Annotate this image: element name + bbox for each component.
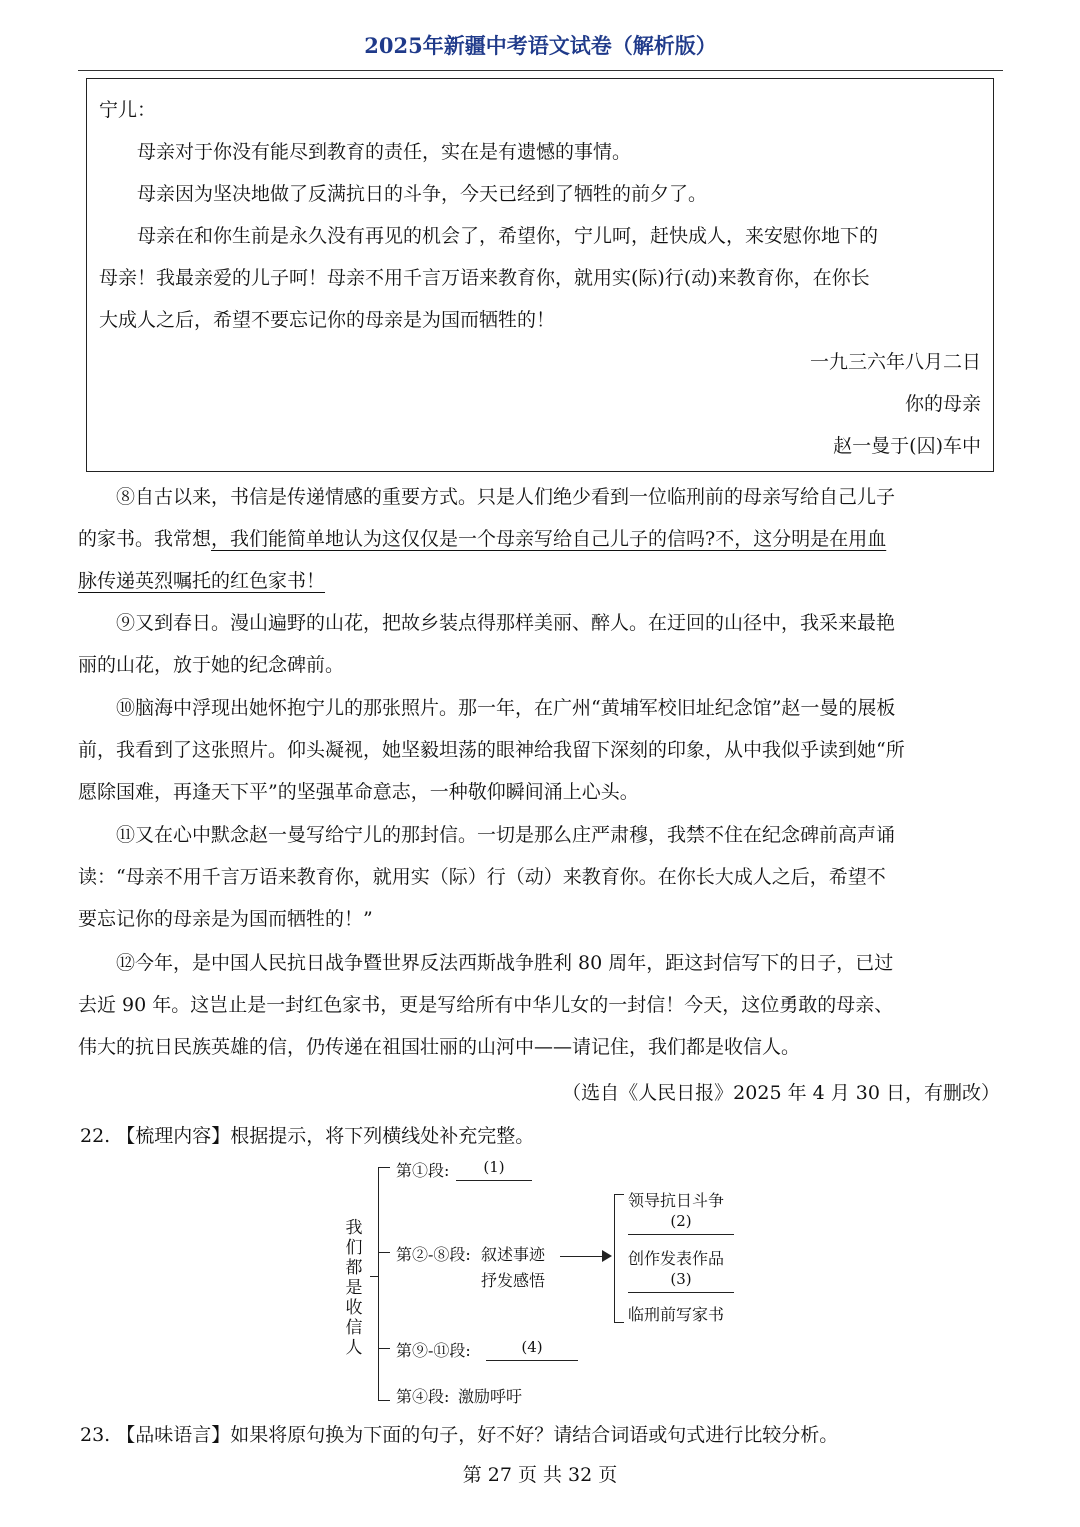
paragraph-12-line-3: 伟大的抗日民族英雄的信，仍传递在祖国壮丽的山河中——请记住，我们都是收信人。 <box>78 1036 801 1058</box>
segment-1-label: 第①段: <box>396 1161 450 1180</box>
diagram-root-char: 信 <box>345 1318 363 1338</box>
underlined-sentence: ，我们能简单地认为这仅仅是一个母亲写给自己儿子的信吗?不，这分明是在用血 <box>211 528 887 550</box>
paragraph-11-line-3: 要忘记你的母亲是为国而牺牲的！” <box>78 908 373 930</box>
arrow-head-icon <box>602 1250 612 1262</box>
diagram-root-char: 人 <box>345 1338 363 1358</box>
header-divider <box>78 70 1003 71</box>
blank-4: (4) <box>486 1338 578 1361</box>
diagram-root-char: 们 <box>345 1238 363 1258</box>
diagram-root-char: 我 <box>345 1218 363 1238</box>
arrow-shaft <box>560 1256 604 1257</box>
right-bracket-line <box>614 1194 615 1322</box>
source-citation: （选自《人民日报》2025 年 4 月 30 日，有删改） <box>562 1082 1000 1104</box>
bracket-stub <box>370 1276 378 1277</box>
paragraph-9 <box>78 602 1003 686</box>
paragraph-11-line-2: 读：“母亲不用千言万语来教育你，就用实（际）行（动）来教育你。在你长大成人之后，希望不 <box>78 866 886 888</box>
letter-place: 赵一曼于(囚)车中 <box>833 435 981 457</box>
paragraph-9-line-2: 丽的山花，放于她的纪念碑前。 <box>78 654 345 676</box>
letter-box <box>86 78 994 472</box>
diagram-root-char: 收 <box>345 1298 363 1318</box>
paragraph-8 <box>78 476 1003 602</box>
letter-salutation: 宁儿： <box>99 99 157 121</box>
underlined-sentence-end: 脉传递英烈嘱托的红色家书！ <box>78 570 326 592</box>
letter-paragraph-3-line-1: 母亲在和你生前是永久没有再见的机会了，希望你，宁儿呵，赶快成人，来安慰你地下的 <box>137 225 879 247</box>
letter-signature: 你的母亲 <box>904 393 981 415</box>
left-bracket-line <box>378 1167 379 1400</box>
diagram-root-char: 都 <box>345 1258 363 1278</box>
letter-paragraph-2: 母亲因为坚决地做了反满抗日的斗争，今天已经到了牺牲的前夕了。 <box>137 183 708 205</box>
paragraph-10-line-2: 前，我看到了这张照片。仰头凝视，她坚毅坦荡的眼神给我留下深刻的印象，从中我似乎读到她“所 <box>78 739 905 761</box>
blank-1: (1) <box>456 1158 532 1181</box>
question-22: 22. 【梳理内容】根据提示，将下列横线处补充完整。 <box>80 1125 535 1147</box>
event-3: 创作发表作品 <box>628 1249 725 1268</box>
bracket-tick-2 <box>378 1252 390 1253</box>
segment-2-desc-2: 抒发感悟 <box>481 1271 546 1290</box>
paragraph-12-line-1: ⑫今年，是中国人民抗日战争暨世界反法西斯战争胜利 80 周年，距这封信写下的日子，已过 <box>116 952 894 974</box>
paragraph-10-line-3: 愿除国难，再逢天下平”的坚强革命意志，一种敬仰瞬间涌上心头。 <box>78 781 639 803</box>
segment-3-label: 第⑨-⑪段: <box>396 1341 471 1360</box>
letter-paragraph-3-line-3: 大成人之后，希望不要忘记你的母亲是为国而牺牲的！ <box>99 309 556 331</box>
question-23: 23. 【品味语言】如果将原句换为下面的句子，好不好？请结合词语或句式进行比较分析。 <box>80 1424 839 1446</box>
letter-date: 一九三六年八月二日 <box>809 351 981 373</box>
segment-2-label: 第②-⑧段: <box>396 1245 471 1264</box>
right-bracket-bottom <box>614 1322 624 1323</box>
paragraph-8-line-1: ⑧自古以来，书信是传递情感的重要方式。只是人们绝少看到一位临刑前的母亲写给自己儿子 <box>116 486 896 508</box>
segment-2-desc-1: 叙述事迹 <box>481 1245 546 1264</box>
page-footer: 第 27 页 共 32 页 <box>462 1464 618 1486</box>
paragraph-11-line-1: ⑪又在心中默念赵一曼写给宁儿的那封信。一切是那么庄严肃穆，我禁不住在纪念碑前高声诵 <box>116 824 896 846</box>
bracket-tick-3 <box>378 1348 390 1349</box>
diagram-root-label <box>344 1218 364 1358</box>
bracket-tick-4 <box>378 1400 390 1401</box>
event-5: 临刑前写家书 <box>628 1305 725 1324</box>
segment-4-desc: 激励呼吁 <box>458 1387 523 1406</box>
event-1: 领导抗日斗争 <box>628 1191 725 1210</box>
paragraph-9-line-1: ⑨又到春日。漫山遍野的山花，把故乡装点得那样美丽、醉人。在迂回的山径中，我采来最艳 <box>116 612 896 634</box>
blank-2: (2) <box>628 1212 734 1235</box>
paragraph-12-line-2: 去近 90 年。这岂止是一封红色家书，更是写给所有中华儿女的一封信！今天，这位勇敢的母亲、 <box>78 994 894 1016</box>
letter-paragraph-1: 母亲对于你没有能尽到教育的责任，实在是有遗憾的事情。 <box>137 141 632 163</box>
diagram-root-char: 是 <box>345 1278 363 1298</box>
right-bracket-top <box>614 1194 624 1195</box>
paragraph-8-line-2 <box>78 518 1003 560</box>
segment-4-label: 第④段: <box>396 1387 450 1406</box>
paragraph-10 <box>78 687 1003 813</box>
letter-paragraph-3-line-2: 母亲！我最亲爱的儿子呵！母亲不用千言万语来教育你，就用实(际)行(动)来教育你，在你长 <box>99 267 870 289</box>
paragraph-8-line-2-plain: 的家书。我常想 <box>78 528 212 550</box>
paragraph-10-line-1: ⑩脑海中浮现出她怀抱宁儿的那张照片。那一年，在广州“黄埔军校旧址纪念馆”赵一曼的展板 <box>116 697 896 719</box>
bracket-tick-1 <box>378 1167 390 1168</box>
paragraph-8-line-3 <box>78 560 1003 602</box>
paragraph-11 <box>78 814 1003 940</box>
blank-3: (3) <box>628 1270 734 1293</box>
page-header: 2025年新疆中考语文试卷（解析版） <box>364 33 717 58</box>
paragraph-12 <box>78 942 1003 1068</box>
